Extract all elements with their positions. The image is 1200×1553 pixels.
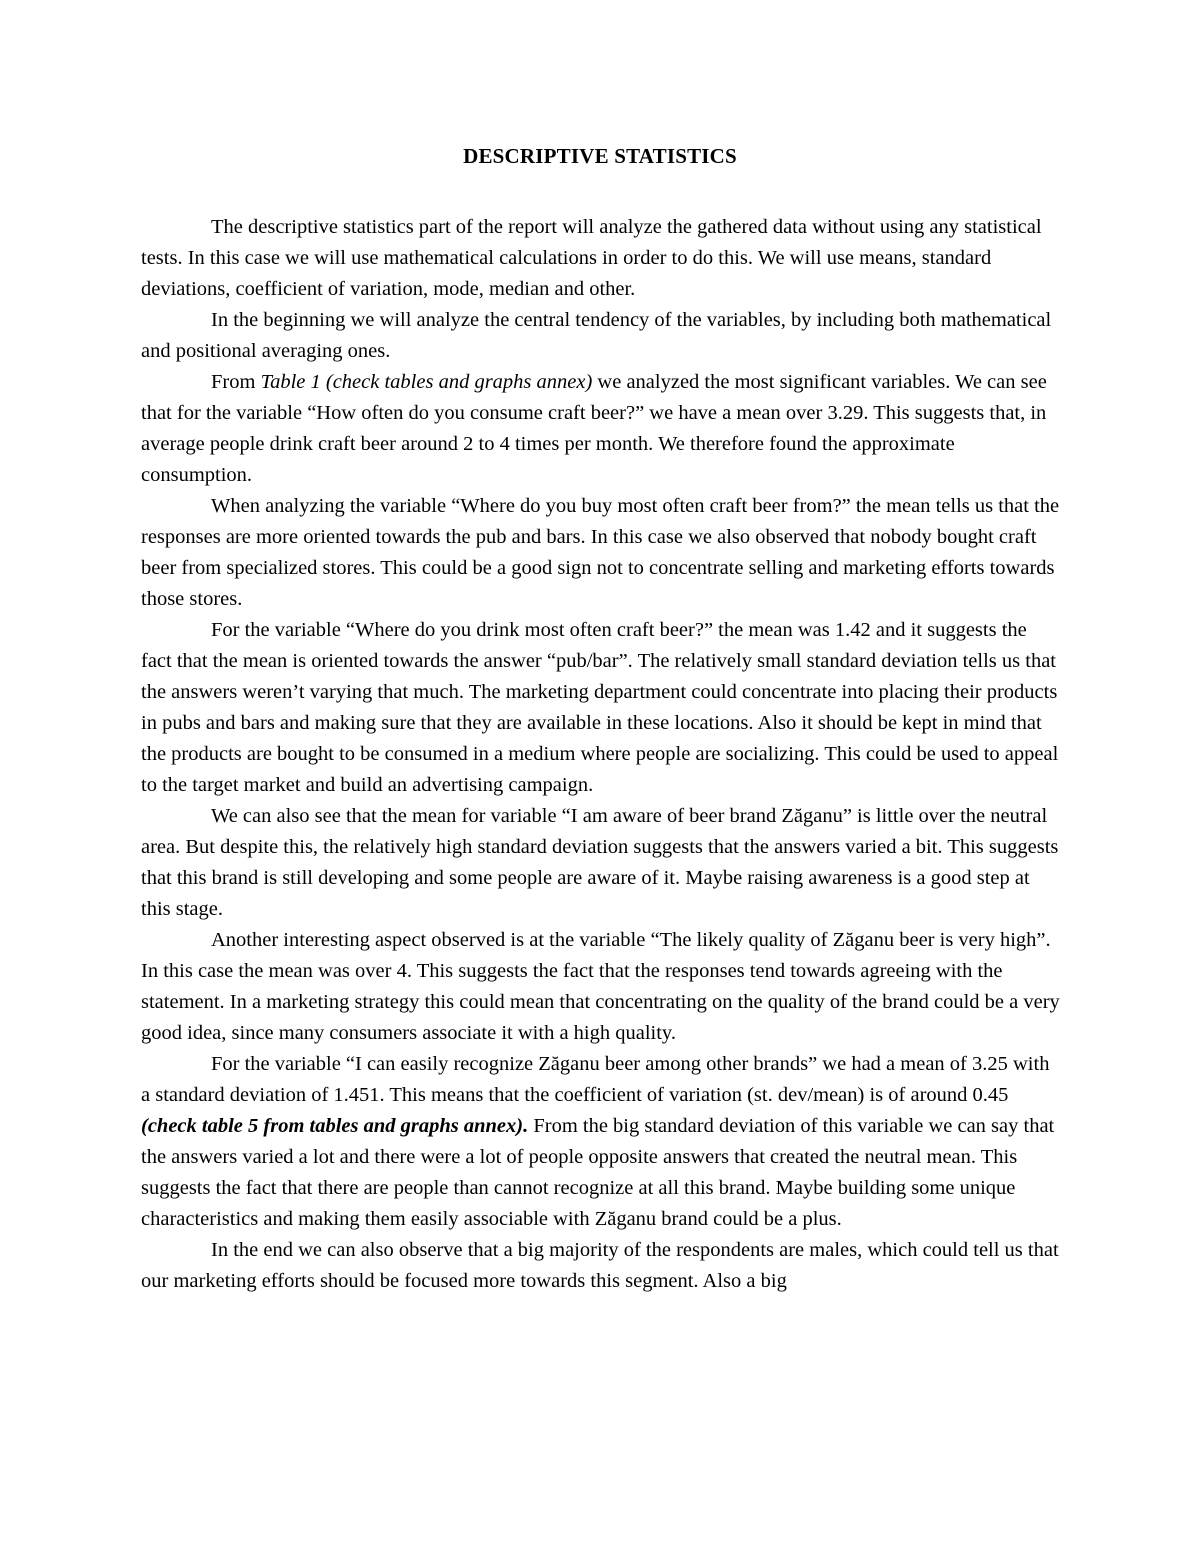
paragraph-central-tendency: In the beginning we will analyze the central tendency of the variables, by including both mathematical and positional averaging ones. bbox=[141, 309, 1052, 362]
paragraph-drink-location: For the variable “Where do you drink most often craft beer?” the mean was 1.42 and it suggests the fact that the mean is oriented towards the answer “pub/bar”. The relatively small standard deviation tells us that the answers weren’t varying that much. The marketing department could concentrate into placing their products in pubs and bars and making sure that they are available in these locations. Also it should be kept in mind that the products are bought to be consumed in a medium where people are socializing. This could be used to appeal to the target market and build an advertising campaign. bbox=[141, 619, 1059, 796]
document-body bbox=[141, 212, 1061, 1297]
table-reference: (check table 5 from tables and graphs annex). bbox=[141, 1115, 529, 1137]
table-reference: Table 1 (check tables and graphs annex) bbox=[260, 371, 593, 393]
paragraph-recognition: For the variable “I can easily recognize Zăganu beer among other brands” we had a mean of 3.25 with a standard deviation of 1.451. This means that the coefficient of variation (st. dev/mean) is of around 0.45 (check table 5 from tables and graphs annex). From the big standard deviation of this variable we can say that the answers varied a lot and there were a lot of people opposite answers that created the neutral mean. This suggests the fact that there are people than cannot recognize at all this brand. Maybe building some unique characteristics and making them easily associable with Zăganu brand could be a plus. bbox=[141, 1053, 1055, 1230]
paragraph-table-1: From Table 1 (check tables and graphs annex) we analyzed the most significant variables. We can see that for the variable “How often do you consume craft beer?” we have a mean over 3.29. This suggests that, in average people drink craft beer around 2 to 4 times per month. We therefore found the approximate consumption. bbox=[141, 371, 1047, 486]
paragraph-conclusion: In the end we can also observe that a big majority of the respondents are males, which could tell us that our marketing efforts should be focused more towards this segment. Also a big bbox=[141, 1239, 1059, 1292]
paragraph-brand-awareness: We can also see that the mean for variable “I am aware of beer brand Zăganu” is little over the neutral area. But despite this, the relatively high standard deviation suggests that the answers varied a bit. This suggests that this brand is still developing and some people are aware of it. Maybe raising awareness is a good step at this stage. bbox=[141, 805, 1059, 920]
paragraph-quality: Another interesting aspect observed is at the variable “The likely quality of Zăganu beer is very high”. In this case the mean was over 4. This suggests the fact that the responses tend towards agreeing with the statement. In a marketing strategy this could mean that concentrating on the quality of the brand could be a very good idea, since many consumers associate it with a high quality. bbox=[141, 929, 1060, 1044]
paragraph-intro: The descriptive statistics part of the report will analyze the gathered data without using any statistical tests. In this case we will use mathematical calculations in order to do this. We will use means, standard deviations, coefficient of variation, mode, median and other. bbox=[141, 216, 1042, 300]
paragraph-buy-location: When analyzing the variable “Where do you buy most often craft beer from?” the mean tells us that the responses are more oriented towards the pub and bars. In this case we also observed that nobody bought craft beer from specialized stores. This could be a good sign not to concentrate selling and marketing efforts towards those stores. bbox=[141, 495, 1060, 610]
page-title: DESCRIPTIVE STATISTICS bbox=[463, 144, 737, 168]
